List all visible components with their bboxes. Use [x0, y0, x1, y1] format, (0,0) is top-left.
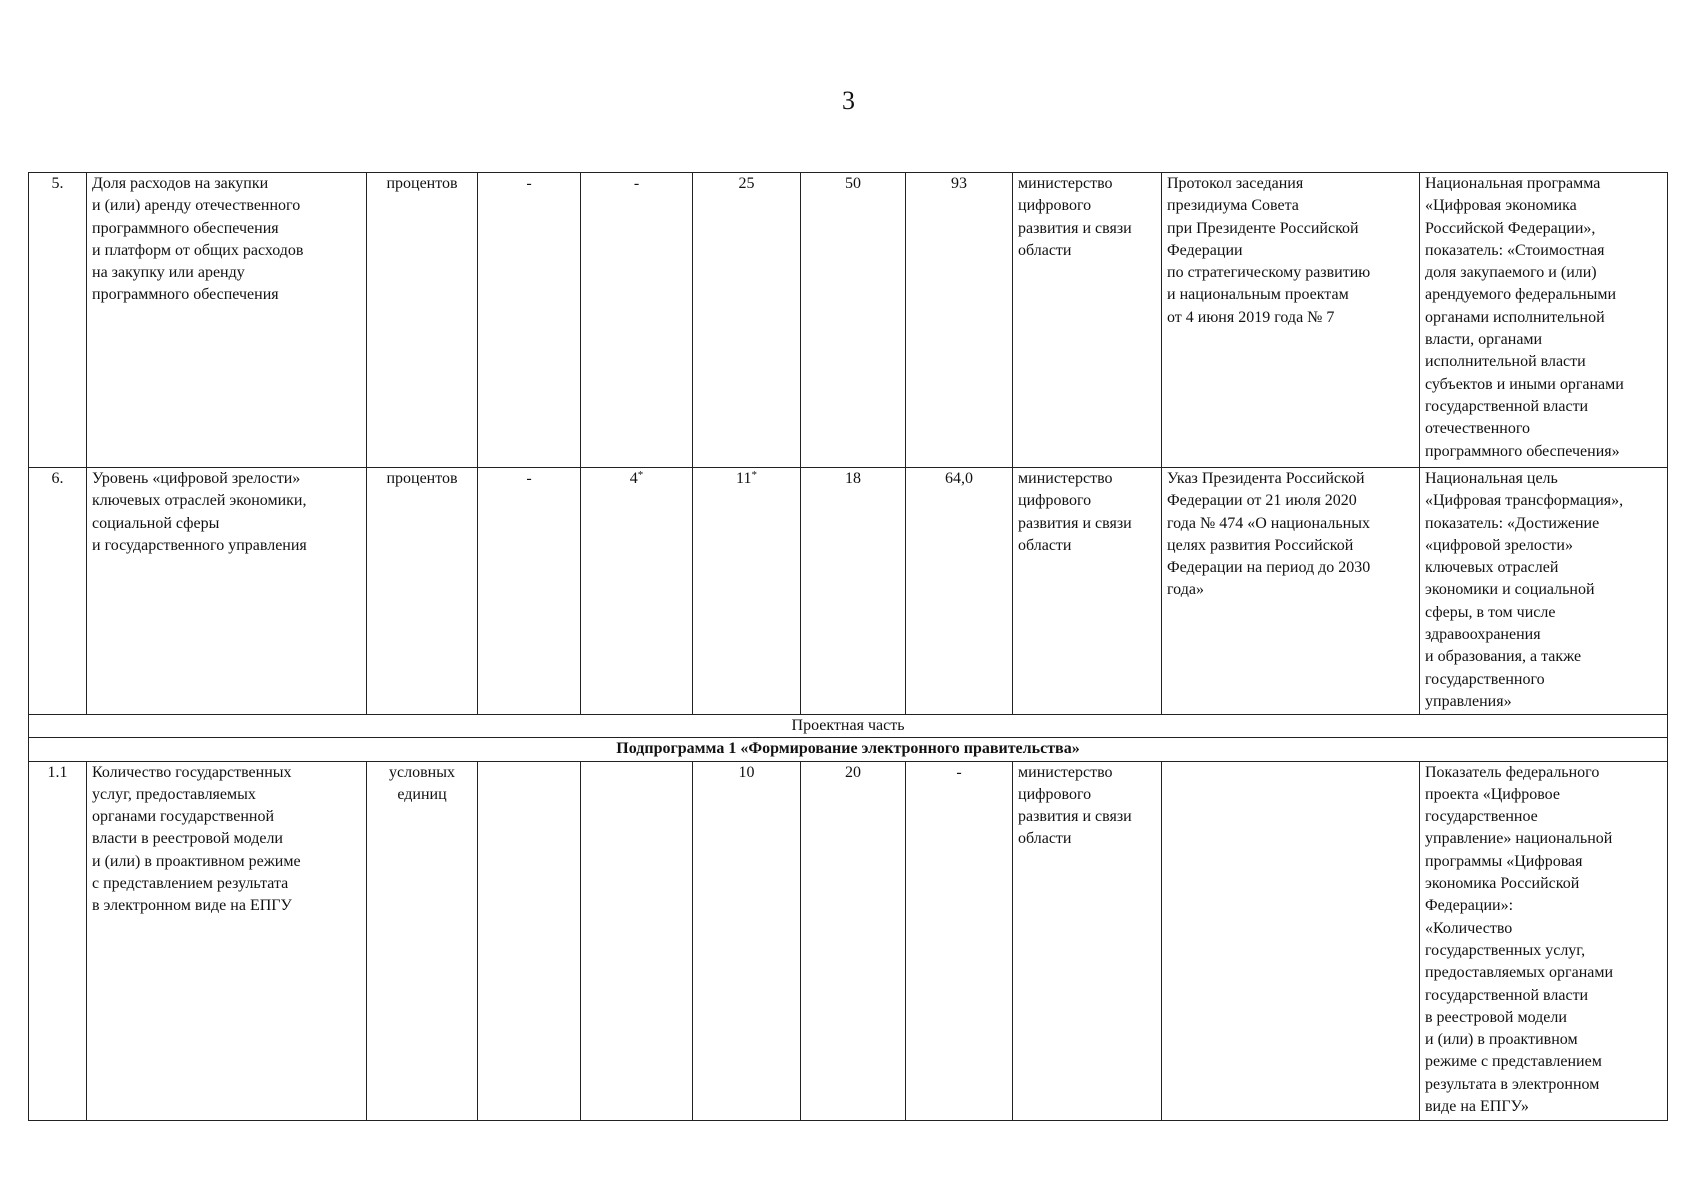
value-cell: - — [478, 173, 581, 468]
indicator-name: Уровень «цифровой зрелости» ключевых отраслей экономики, социальной сферы и государственного управления — [87, 468, 367, 715]
value-cell: 50 — [801, 173, 906, 468]
value-cell — [581, 468, 693, 715]
responsible-cell: министерство цифрового развития и связи области — [1013, 468, 1162, 715]
value-cell: - — [581, 173, 693, 468]
value-cell: 10 — [693, 761, 801, 1120]
basis-cell — [1162, 761, 1420, 1120]
indicator-name: Доля расходов на закупки и (или) аренду отечественного программного обеспечения и платформ от общих расходов на закупку или аренду программного обеспечения — [87, 173, 367, 468]
value-text: 4 — [629, 470, 638, 487]
indicator-name: Количество государственных услуг, предоставляемых органами государственной власти в реестровой модели и (или) в проактивном режиме с представлением результата в электронном виде на ЕПГУ — [87, 761, 367, 1120]
value-cell: 25 — [693, 173, 801, 468]
section-header-row — [29, 715, 1668, 738]
basis-cell: Указ Президента Российской Федерации от 21 июля 2020 года № 474 «О национальных целях развития Российской Федерации на период до 2030 года» — [1162, 468, 1420, 715]
footnote-mark: * — [751, 469, 757, 481]
value-cell: - — [478, 468, 581, 715]
row-number: 6. — [29, 468, 87, 715]
unit-cell: процентов — [367, 468, 478, 715]
indicators-table — [28, 172, 1668, 1121]
value-cell: 18 — [801, 468, 906, 715]
subprogram-header-row — [29, 738, 1668, 761]
subprogram-title: Подпрограмма 1 «Формирование электронного правительства» — [29, 738, 1668, 761]
responsible-cell: министерство цифрового развития и связи области — [1013, 173, 1162, 468]
value-cell — [581, 761, 693, 1120]
footnote-mark: * — [637, 469, 644, 481]
table-row — [29, 173, 1668, 468]
unit-cell: условных единиц — [367, 761, 478, 1120]
page-number: 3 — [842, 86, 855, 115]
basis-cell: Протокол заседания президиума Совета при Президенте Российской Федерации по стратегическому развитию и национальным проектам от 4 июня 2019 года № 7 — [1162, 173, 1420, 468]
table-row — [29, 468, 1668, 715]
value-text: 11 — [736, 470, 752, 487]
value-cell: - — [906, 761, 1013, 1120]
value-cell: 93 — [906, 173, 1013, 468]
responsible-cell: министерство цифрового развития и связи области — [1013, 761, 1162, 1120]
unit-cell: процентов — [367, 173, 478, 468]
value-cell: 64,0 — [906, 468, 1013, 715]
link-cell: Показатель федерального проекта «Цифровое государственное управление» национальной программы «Цифровая экономика Российской Федерации»: «Количество государственных услуг, предоставляемых органами государственной власти в реестровой модели и (или) в проактивном режиме с представлением результата в электронном виде на ЕПГУ» — [1420, 761, 1668, 1120]
value-cell: 20 — [801, 761, 906, 1120]
value-cell — [693, 468, 801, 715]
table-row — [29, 761, 1668, 1120]
link-cell: Национальная программа «Цифровая экономика Российской Федерации», показатель: «Стоимостная доля закупаемого и (или) арендуемого федеральными органами исполнительной власти, органами исполнительной власти субъектов и иными органами государственной власти отечественного программного обеспечения» — [1420, 173, 1668, 468]
link-cell: Национальная цель «Цифровая трансформация», показатель: «Достижение «цифровой зрелости» ключевых отраслей экономики и социальной сферы, в том числе здравоохранения и образования, а также государственного управления» — [1420, 468, 1668, 715]
row-number: 5. — [29, 173, 87, 468]
section-title: Проектная часть — [29, 715, 1668, 738]
row-number: 1.1 — [29, 761, 87, 1120]
value-cell — [478, 761, 581, 1120]
